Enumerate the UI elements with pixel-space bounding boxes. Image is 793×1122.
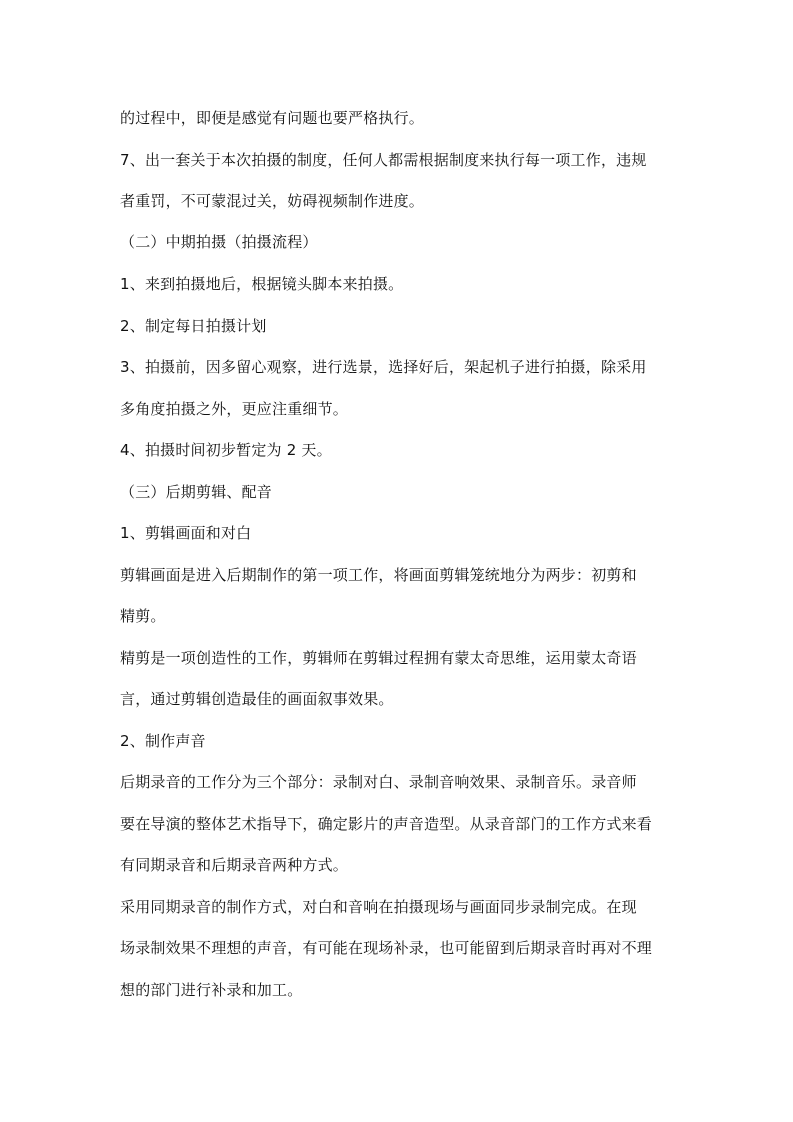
text-line-22: 想的部门进行补录和加工。 [120, 981, 303, 999]
text-line-19: 有同期录音和后期录音两种方式。 [120, 856, 349, 874]
text-line-12: 剪辑画面是进入后期制作的第一项工作，将画面剪辑笼统地分为两步：初剪和 [120, 566, 637, 584]
text-line-21: 场录制效果不理想的声音，有可能在现场补录，也可能留到后期录音时再对不理 [120, 939, 653, 957]
text-line-9: 4、拍摄时间初步暂定为 2 天。 [120, 441, 332, 459]
text-line-1: 的过程中，即便是感觉有问题也要严格执行。 [120, 109, 425, 127]
text-line-18: 要在导演的整体艺术指导下，确定影片的声音造型。从录音部门的工作方式来看 [120, 815, 653, 833]
text-line-15: 言，通过剪辑创造最佳的画面叙事效果。 [120, 690, 394, 708]
text-line-3: 者重罚，不可蒙混过关，妨碍视频制作进度。 [120, 192, 425, 210]
text-line-8: 多角度拍摄之外，更应注重细节。 [120, 400, 349, 418]
section-heading-midterm-shoot: （二）中期拍摄（拍摄流程） [120, 233, 318, 251]
text-line-7: 3、拍摄前，因多留心观察，进行选景，选择好后，架起机子进行拍摄，除采用 [120, 358, 647, 376]
text-line-6: 2、制定每日拍摄计划 [120, 317, 267, 335]
text-line-2: 7、出一套关于本次拍摄的制度，任何人都需根据制度来执行每一项工作，违规 [120, 151, 647, 169]
text-line-20: 采用同期录音的制作方式，对白和音响在拍摄现场与画面同步录制完成。在现 [120, 898, 637, 916]
section-heading-post-production: （三）后期剪辑、配音 [120, 483, 273, 501]
text-line-17: 后期录音的工作分为三个部分：录制对白、录制音响效果、录制音乐。录音师 [120, 773, 637, 791]
text-line-11: 1、剪辑画面和对白 [120, 524, 252, 542]
text-line-16: 2、制作声音 [120, 732, 206, 750]
text-line-13: 精剪。 [120, 607, 166, 625]
text-line-5: 1、来到拍摄地后，根据镜头脚本来拍摄。 [120, 275, 404, 293]
text-line-14: 精剪是一项创造性的工作，剪辑师在剪辑过程拥有蒙太奇思维，运用蒙太奇语 [120, 649, 637, 667]
